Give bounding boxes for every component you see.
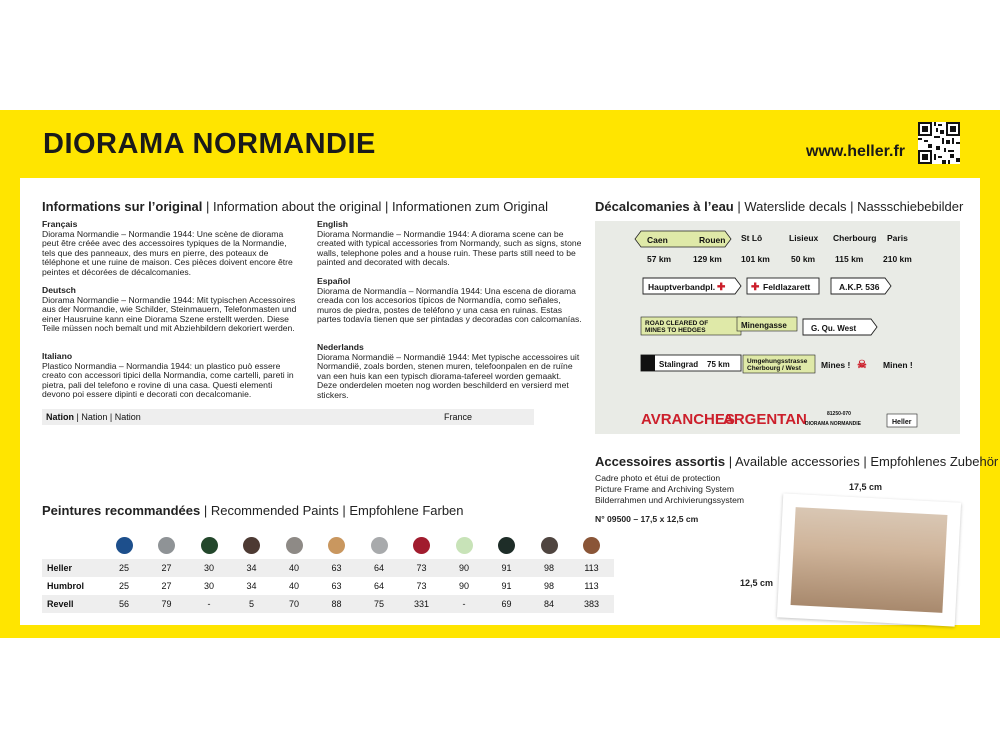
accessory-line: Cadre photo et étui de protection <box>595 473 721 483</box>
paint-code: 98 <box>543 563 554 573</box>
paint-brand: Heller <box>47 563 73 573</box>
paint-code: 98 <box>543 581 554 591</box>
qr-code-icon[interactable] <box>918 122 960 164</box>
paint-code: 73 <box>416 581 427 591</box>
paint-code: 331 <box>413 599 430 609</box>
paint-code: 75 <box>373 599 384 609</box>
lang-block-it <box>42 352 300 400</box>
paint-code: 84 <box>543 599 554 609</box>
paint-swatch <box>328 537 345 554</box>
table-row <box>42 577 614 595</box>
paint-brand: Revell <box>47 599 74 609</box>
paint-code: 69 <box>501 599 512 609</box>
lang-text: Diorama Normandie – Normandie 1944: Mit typischen Accessoires aus der Normandie, wie Schilder, Steinmauern, Telefonmasten und einer Hausruine kann eine Diorama Szene erstellt werden. Diese Teile müssen noch bemalt und mit Abziehbildern dekoriert werden. <box>42 294 297 334</box>
paint-code: 56 <box>118 599 129 609</box>
decals-heading <box>595 199 963 214</box>
accessory-ref: N° 09500 – 17,5 x 12,5 cm <box>595 514 699 524</box>
paint-swatch <box>541 537 558 554</box>
lang-text: Diorama Normandië – Normandië 1944: Met typische accessoires uit Normandië, zoals borden, stenen muren, telefoonpalen en de ruïne van een huis kan een typisch diorama-tafereel worden gemaakt. Deze onderdelen moeten nog worden beschilderd en versierd met stickers. <box>317 351 580 400</box>
sign-text: Cherbourg / West <box>747 365 802 372</box>
paints-heading-rest: | Recommended Paints | Empfohlene Farben <box>200 503 464 518</box>
lang-block-fr <box>42 220 300 278</box>
paint-code: 5 <box>248 599 254 609</box>
sign-text: A.K.P. 536 <box>839 282 880 292</box>
sign-stalingrad <box>641 355 741 371</box>
paint-code: 70 <box>288 599 299 609</box>
accessories-heading <box>595 454 998 469</box>
frame-picture <box>791 507 948 613</box>
sign-text: Mines ! <box>821 360 851 370</box>
paint-code: 34 <box>246 563 257 573</box>
lang-block-de <box>42 286 300 334</box>
paint-swatch <box>583 537 600 554</box>
nation-row <box>42 409 534 425</box>
decal-diorama-label: DIORAMA NORMANDIE <box>805 421 861 427</box>
lang-name: Deutsch <box>42 285 76 295</box>
sign-text: 210 km <box>883 254 912 264</box>
paint-code: 27 <box>161 581 172 591</box>
paint-code: 40 <box>288 563 299 573</box>
skull-icon: ☠ <box>857 359 867 371</box>
paint-code: 79 <box>161 599 172 609</box>
sign-text: 50 km <box>791 254 816 264</box>
paint-code: 88 <box>331 599 342 609</box>
sign-text: 115 km <box>835 254 864 264</box>
paint-swatch <box>201 537 218 554</box>
decals-heading-bold: Décalcomanies à l’eau <box>595 199 734 214</box>
nation-label-rest: | Nation | Nation <box>74 412 141 422</box>
lang-text: Diorama Normandie – Normandie 1944: A diorama scene can be created with typical accessories from Normandy, such as signs, stone walls, telephone poles and a house ruin. These parts still need to be painted and decorated with decals. <box>317 228 582 268</box>
lang-block-en <box>317 220 583 268</box>
paints-heading-bold: Peintures recommandées <box>42 503 201 518</box>
paints-heading <box>42 503 464 518</box>
paint-code: 64 <box>373 563 384 573</box>
accessories-heading-bold: Accessoires assortis <box>595 454 726 469</box>
sign-text: Paris <box>887 233 908 243</box>
paint-swatch <box>286 537 303 554</box>
paint-code: 27 <box>161 563 172 573</box>
paint-code: 73 <box>416 563 427 573</box>
decal-code: 81250-070 <box>827 411 851 417</box>
info-heading-bold: Informations sur l’original <box>42 199 203 214</box>
sign-hauptverbandpl <box>643 278 741 294</box>
nation-label <box>46 409 141 425</box>
sign-road-cleared <box>641 317 741 335</box>
paint-swatch <box>498 537 515 554</box>
sign-text: MINES TO HEDGES <box>645 327 706 334</box>
photo-frame-image <box>777 493 961 626</box>
lang-text: Diorama de Normandía – Normandía 1944: Una escena de diorama creada con los accesorios típicos de Normandía, como señales, muros de piedra, postes de teléfono y una casa en ruinas. Estas partes todavía tienen que ser pintadas y decoradas con calcomanías. <box>317 285 582 325</box>
sign-text: 101 km <box>741 254 770 264</box>
paint-code: 113 <box>584 581 599 591</box>
info-heading-rest: | Information about the original | Informationen zum Original <box>202 199 549 214</box>
paint-table <box>42 559 614 613</box>
sign-text: Umgehungsstrasse <box>747 358 808 365</box>
paint-code: - <box>207 599 211 609</box>
sign-akp <box>831 278 891 294</box>
sign-text: 129 km <box>693 254 722 264</box>
red-cross-icon: ✚ <box>751 282 760 293</box>
info-heading <box>42 199 548 214</box>
paint-swatch <box>456 537 473 554</box>
paint-swatch <box>413 537 430 554</box>
paint-code: 383 <box>583 599 600 609</box>
sign-text: Caen <box>647 235 668 245</box>
lang-name: Nederlands <box>317 342 364 352</box>
paint-code: 90 <box>458 563 469 573</box>
accessory-line: Bilderrahmen und Archivierungssystem <box>595 495 745 505</box>
sign-text: Rouen <box>699 235 726 245</box>
sign-minengasse <box>737 317 797 331</box>
paint-code: 91 <box>501 563 512 573</box>
paint-code: 40 <box>288 581 299 591</box>
paint-code: 63 <box>331 581 342 591</box>
sign-umgehung <box>743 355 815 373</box>
paint-swatch <box>116 537 133 554</box>
decal-brand: Heller <box>892 419 912 426</box>
decal-sheet <box>595 221 960 434</box>
paint-code: 64 <box>373 581 384 591</box>
lang-block-nl <box>317 343 583 401</box>
paint-code: 30 <box>203 563 214 573</box>
page-title: DIORAMA NORMANDIE <box>43 128 376 160</box>
lang-text: Diorama Normandie – Normandie 1944: Une scène de diorama peut être créée avec des accessoires typiques de la Normandie, tels que des panneaux, des murs en pierre, des poteaux de téléphone et une ruine de maison. Ces pièces doivent encore être peintes et décorées de décalcomanies. <box>42 228 293 277</box>
sign-text: Stalingrad <box>659 360 699 369</box>
nation-label-bold: Nation <box>46 412 74 422</box>
paint-code: 25 <box>118 563 129 573</box>
lang-text: Plastico Normandia – Normandia 1944: un plastico può essere creato con accessori tipici della Normandia, come cartelli, pareti in pietra, pali del telefono e rovine di una casa. Questi elementi devono poi essere dipinti e decorati con decalcomanie. <box>42 360 294 400</box>
sign-text: Hauptverbandpl. <box>648 282 716 292</box>
paint-code: - <box>462 599 466 609</box>
sign-text: St Lô <box>741 233 763 243</box>
lang-block-es <box>317 277 583 325</box>
nation-value: France <box>444 412 473 422</box>
accessories-heading-rest: | Available accessories | Empfohlenes Zubehör <box>725 454 999 469</box>
paint-code: 25 <box>118 581 129 591</box>
red-cross-icon: ✚ <box>717 282 726 293</box>
paint-code: 63 <box>331 563 342 573</box>
sign-text: G. Qu. West <box>811 324 857 333</box>
table-row <box>42 559 614 577</box>
paint-swatch <box>158 537 175 554</box>
decal-argentan: ARGENTAN <box>723 411 807 428</box>
height-dimension: 12,5 cm <box>740 578 774 588</box>
lang-name: Italiano <box>42 351 73 361</box>
paint-code: 34 <box>246 581 257 591</box>
sign-text: Cherbourg <box>833 233 877 243</box>
paint-brand: Humbrol <box>47 581 84 591</box>
width-dimension: 17,5 cm <box>849 482 883 492</box>
paint-code: 91 <box>501 581 512 591</box>
sign-text: 75 km <box>707 360 730 369</box>
paint-code: 113 <box>584 563 599 573</box>
lang-name: English <box>317 219 349 229</box>
website-url[interactable]: www.heller.fr <box>806 143 905 160</box>
sign-qu-west <box>803 319 877 335</box>
sign-text: Minen ! <box>883 360 913 370</box>
decal-avranches: AVRANCHES <box>641 411 735 428</box>
paint-code: 30 <box>203 581 214 591</box>
table-row <box>42 595 614 613</box>
paint-code: 90 <box>458 581 469 591</box>
paint-swatch <box>371 537 388 554</box>
decals-heading-rest: | Waterslide decals | Nassschiebebilder <box>733 199 964 214</box>
lang-name: Español <box>317 276 351 286</box>
sign-text: Feldlazarett <box>763 282 811 292</box>
paint-swatch <box>243 537 260 554</box>
sign-feldlazarett <box>747 278 819 294</box>
accessory-line: Picture Frame and Archiving System <box>595 484 734 494</box>
sign-text: ROAD CLEARED OF <box>645 320 709 327</box>
sign-text: Minengasse <box>741 321 787 330</box>
sign-text: Lisieux <box>789 233 819 243</box>
lang-name: Français <box>42 219 78 229</box>
sign-text: 57 km <box>647 254 672 264</box>
